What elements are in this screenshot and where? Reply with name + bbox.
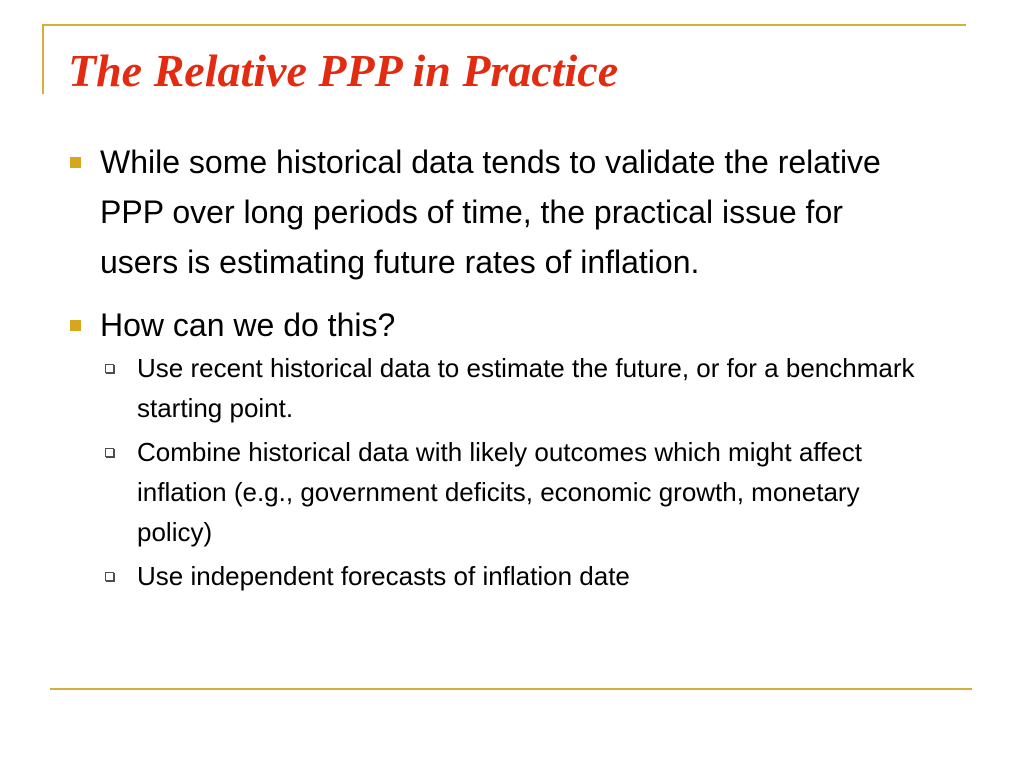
sub-bullet-list: [64, 348, 954, 596]
hollow-square-bullet-icon: [105, 448, 114, 457]
square-bullet-icon: [70, 157, 81, 168]
bottom-rule: [50, 688, 972, 690]
sub-bullet-item: [64, 348, 937, 428]
sub-bullet-item: [64, 432, 937, 552]
bullet-item: [64, 137, 924, 287]
left-rule: [42, 24, 44, 94]
bullet-item: [64, 300, 924, 350]
bullet-text: While some historical data tends to validate the relative PPP over long periods of time, the practical issue for users is estimating future rates of inflation.: [100, 144, 881, 280]
hollow-square-bullet-icon: [105, 364, 114, 373]
hollow-square-bullet-icon: [105, 572, 114, 581]
slide-body: [64, 137, 954, 600]
bullet-text: How can we do this?: [100, 307, 396, 343]
sub-bullet-text: Combine historical data with likely outcomes which might affect inflation (e.g., government deficits, economic growth, monetary policy): [137, 437, 862, 547]
sub-bullet-text: Use recent historical data to estimate the future, or for a benchmark starting point.: [137, 353, 915, 423]
sub-bullet-text: Use independent forecasts of inflation date: [137, 561, 630, 591]
slide-title: The Relative PPP in Practice: [68, 45, 619, 96]
top-rule: [42, 24, 966, 26]
square-bullet-icon: [70, 320, 81, 331]
sub-bullet-item: [64, 556, 937, 596]
